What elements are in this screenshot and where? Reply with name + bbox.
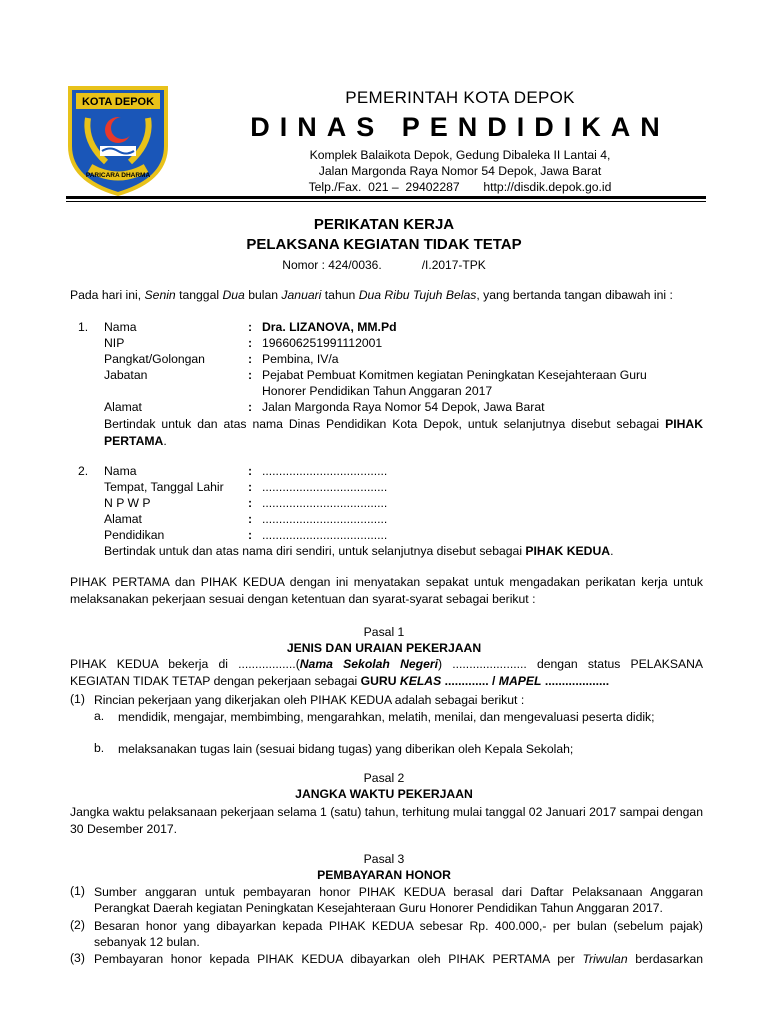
party-number: 2.: [78, 464, 89, 478]
list-number: (1): [70, 692, 85, 706]
svg-text:PARICARA DHARMA: PARICARA DHARMA: [85, 172, 151, 179]
field-value: Pembina, IV/a: [262, 352, 339, 366]
article-1-heading: JENIS DAN URAIAN PEKERJAAN: [286, 641, 482, 655]
document-number: [0, 258, 768, 272]
sub-item: mendidik, mengajar, membimbing, mengarahkan, melatih, menilai, dan mengevaluasi peserta didik;: [118, 710, 655, 724]
header-rule: [66, 196, 706, 199]
field-label: Nama: [104, 464, 137, 478]
document-subtitle: PELAKSANA KEGIATAN TIDAK TETAP: [246, 236, 522, 253]
field-label: Pendidikan: [104, 528, 165, 542]
field-value: Honorer Pendidikan Tahun Anggaran 2017: [262, 384, 493, 398]
address-line: Jalan Margonda Raya Nomor 54 Depok, Jawa Barat: [318, 164, 602, 178]
field-value: .....................................: [262, 528, 388, 542]
sub-number: a.: [94, 709, 105, 723]
article-3-title: Pasal 3: [363, 852, 405, 866]
party-two: 2. Nama : ..................................... Tempat, Tanggal Lahir : ..................................... N P W P : ..................................... Alamat : ..................................... Pendidikan : ..................................... Bertindak untuk dan atas nama diri sendiri, untuk selanjutnya disebut sebagai PIHAK KEDUA.: [78, 464, 614, 558]
field-value: .....................................: [262, 496, 388, 510]
field-label: NIP: [104, 336, 125, 350]
sub-number: b.: [94, 741, 105, 755]
article-1-list: [0, 692, 768, 762]
list-item: Besaran honor yang dibayarkan kepada PIHAK KEDUA sebesar Rp. 400.000,- per bulan (sebelum pajak) sebanyak 12 bulan.: [94, 919, 703, 949]
agreement-paragraph: PIHAK PERTAMA dan PIHAK KEDUA dengan ini menyatakan sepakat untuk mengadakan perikatan kerja untuk melaksanakan pekerjaan sesuai dengan ketentuan dan syarat-syarat sebagai berikut :: [70, 575, 703, 606]
list-number: (3): [70, 951, 85, 965]
field-value: .....................................: [262, 512, 388, 526]
document-title: PERIKATAN KERJA: [313, 216, 455, 233]
field-value: .....................................: [262, 464, 388, 478]
field-value: .....................................: [262, 480, 388, 494]
article-1-text: PIHAK KEDUA bekerja di .................(Nama Sekolah Negeri) ...................... dengan status PELAKSANA KEGIATAN TIDAK TETAP dengan pekerjaan sebagai GURU KELAS ............. / MAPEL ...................: [70, 657, 704, 688]
kota-depok-logo: [66, 84, 170, 196]
field-value: Pejabat Pembuat Komitmen kegiatan Peningkatan Kesejahteraan Guru: [262, 368, 647, 382]
party-number: 1.: [78, 320, 89, 334]
field-label: N P W P: [104, 496, 151, 510]
party-one: 1. Nama : Dra. LIZANOVA, MM.Pd NIP : 196606251991112001 Pangkat/Golongan : Pembina, IV/a Jabatan : Pejabat Pembuat Komitmen kegiatan Peningkatan Kesejahteraan Guru Honorer Pendidikan Tahun Anggaran 2017 Alamat : Jalan Margonda Raya Nomor 54 Depok, Jawa Barat Bertindak untuk dan atas nama Dinas Pendidikan Kota Depok, untuk selanjutnya disebut sebagai PIHAK PERTAMA.: [78, 320, 703, 448]
header-rule-thin: [66, 201, 706, 202]
field-value: Dra. LIZANOVA, MM.Pd: [262, 320, 397, 334]
contact-line: Telp./Fax. 021 – 29402287 http://disdik.depok.go.id: [308, 180, 612, 194]
field-label: Pangkat/Golongan: [104, 352, 205, 366]
field-label: Alamat: [104, 400, 142, 414]
svg-text:KOTA DEPOK: KOTA DEPOK: [81, 96, 155, 108]
list-item: Sumber anggaran untuk pembayaran honor PIHAK KEDUA berasal dari Daftar Pelaksanaan Anggaran Perangkat Daerah kegiatan Peningkatan Kesejahteraan Guru Honorer Pendidikan Tahun Anggaran 2017.: [94, 885, 703, 915]
field-label: Jabatan: [104, 368, 148, 382]
field-label: Nama: [104, 320, 137, 334]
party-two-statement: Bertindak untuk dan atas nama diri sendiri, untuk selanjutnya disebut sebagai PIHAK KEDUA.: [104, 544, 614, 558]
field-label: Alamat: [104, 512, 142, 526]
article-2-title: Pasal 2: [363, 771, 405, 785]
list-number: (1): [70, 884, 85, 898]
article-2-heading: JANGKA WAKTU PEKERJAAN: [295, 787, 473, 801]
address-block: [250, 147, 670, 195]
department-name: DINAS PENDIDIKAN: [250, 112, 670, 142]
article-1-title: Pasal 1: [363, 625, 405, 639]
number-suffix: /I.2017-TPK: [421, 258, 486, 272]
article-2-text: Jangka waktu pelaksanaan pekerjaan selama 1 (satu) tahun, terhitung mulai tanggal 02 Januari 2017 sampai dengan 30 Desember 2017.: [70, 805, 703, 836]
sub-item: melaksanakan tugas lain (sesuai bidang tugas) yang diberikan oleh Kepala Sekolah;: [118, 742, 574, 756]
address-line: Komplek Balaikota Depok, Gedung Dibaleka II Lantai 4,: [309, 148, 611, 162]
intro-paragraph: Pada hari ini, Senin tanggal Dua bulan Januari tahun Dua Ribu Tujuh Belas, yang bertanda tangan dibawah ini :: [70, 288, 673, 302]
list-item: Rincian pekerjaan yang dikerjakan oleh PIHAK KEDUA adalah sebagai berikut :: [94, 693, 525, 707]
list-number: (2): [70, 918, 85, 932]
government-name: PEMERINTAH KOTA DEPOK: [345, 88, 575, 107]
field-value: Jalan Margonda Raya Nomor 54 Depok, Jawa Barat: [262, 400, 545, 414]
article-3-list: [0, 884, 768, 974]
field-label: Tempat, Tanggal Lahir: [104, 480, 224, 494]
article-3-heading: PEMBAYARAN HONOR: [317, 868, 451, 882]
number-part: Nomor : 424/0036.: [282, 258, 382, 272]
list-item: Pembayaran honor kepada PIHAK KEDUA dibayarkan oleh PIHAK PERTAMA per Triwulan berdasarkan: [94, 952, 703, 966]
field-value: 196606251991112001: [262, 336, 383, 350]
party-one-statement: Bertindak untuk dan atas nama Dinas Pendidikan Kota Depok, untuk selanjutnya disebut sebagai PIHAK PERTAMA.: [104, 417, 703, 448]
